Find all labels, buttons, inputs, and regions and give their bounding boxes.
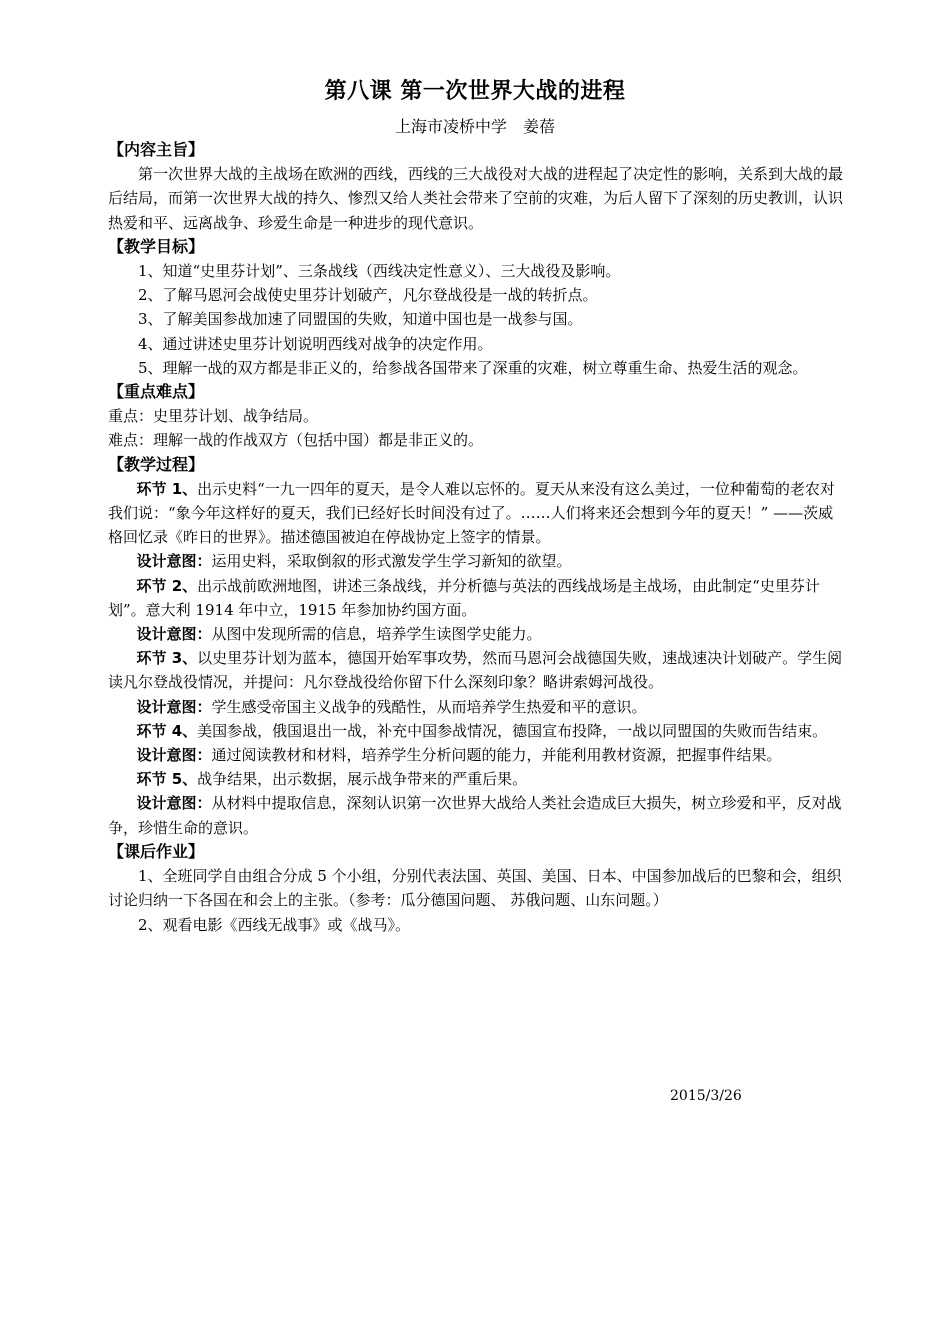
step-text: 出示战前欧洲地图，讲述三条战线，并分析德与英法的西线战场是主战场，由此制定“史里芬计划”。意大利 1914 年中立，1915 年参加协约国方面。: [108, 576, 820, 619]
section-heading-homework: 【课后作业】: [108, 841, 205, 861]
step-text: 以史里芬计划为蓝本，德国开始军事攻势，然而马恩河会战德国失败，速战速决计划破产。学生阅读凡尔登战役情况，并提问：凡尔登战役给你留下什么深刻印象？略讲索姆河战役。: [108, 649, 843, 692]
author-line: 上海市凌桥中学 姜蓓: [394, 117, 555, 136]
design-intent-text: 通过阅读教材和材料，培养学生分析问题的能力，并能利用教材资源，把握事件结果。: [211, 746, 782, 765]
design-intent-text: 从图中发现所需的信息，培养学生读图学史能力。: [211, 625, 542, 644]
step-label: 环节 2、: [136, 576, 198, 595]
step-label: 环节 4、: [136, 721, 198, 740]
goal-item: 5、理解一战的双方都是非正义的，给参战各国带来了深重的灾难，树立尊重生命、热爱生活的观念。: [138, 358, 808, 377]
design-intent-label: 设计意图：: [136, 746, 212, 765]
design-intent-label: 设计意图：: [136, 794, 212, 813]
process-step: [108, 574, 843, 622]
section-heading-content-purpose: 【内容主旨】: [108, 140, 205, 159]
goal-item: 3、了解美国参战加速了同盟国的失败，知道中国也是一战参与国。: [138, 310, 583, 329]
design-intent-text: 运用史料，采取倒叙的形式激发学生学习新知的欲望。: [211, 552, 572, 571]
design-intent-text: 从材料中提取信息，深刻认识第一次世界大战给人类社会造成巨大损失，树立珍爱和平，反对战争，珍惜生命的意识。: [108, 794, 842, 837]
design-intent: [108, 791, 843, 839]
step-text: 出示史料“一九一四年的夏天，是令人难以忘怀的。夏天从来没有这么美过，一位种葡萄的老农对我们说：“象今年这样好的夏天，我们已经好长时间没有过了。……人们将来还会想到今年的夏天！” ——茨威格回忆录《昨日的世界》。描述德国被迫在停战协定上签字的情景。: [108, 479, 835, 547]
design-intent: [108, 549, 843, 573]
page-title: 第八课 第一次世界大战的进程: [324, 79, 626, 104]
step-text: 战争结果，出示数据，展示战争带来的严重后果。: [197, 770, 528, 789]
difficult-point-line: 难点：理解一战的作战双方（包括中国）都是非正义的。: [108, 431, 484, 450]
design-intent-label: 设计意图：: [136, 625, 212, 644]
document-date: 2015/3/26: [670, 1088, 742, 1104]
process-step: [108, 477, 843, 550]
design-intent-label: 设计意图：: [136, 697, 212, 716]
design-intent: [108, 622, 843, 646]
step-label: 环节 3、: [136, 649, 198, 668]
step-label: 环节 1、: [136, 479, 198, 498]
step-text: 美国参战，俄国退出一战，补充中国参战情况，德国宣布投降，一战以同盟国的失败而告结束。: [197, 721, 828, 740]
step-label: 环节 5、: [136, 770, 198, 789]
design-intent: [108, 695, 843, 719]
goal-item: 4、通过讲述史里芬计划说明西线对战争的决定作用。: [138, 334, 493, 353]
homework-item: 2、观看电影《西线无战事》或《战马》。: [138, 915, 411, 934]
goal-item: 2、了解马恩河会战使史里芬计划破产，凡尔登战役是一战的转折点。: [138, 286, 598, 305]
goal-item: 1、知道“史里芬计划”、三条战线（西线决定性意义）、三大战役及影响。: [138, 262, 621, 281]
key-point-line: 重点：史里芬计划、战争结局。: [108, 407, 319, 426]
section-heading-teaching-goals: 【教学目标】: [108, 236, 205, 256]
content-purpose-paragraph: 第一次世界大战的主战场在欧洲的西线，西线的三大战役对大战的进程起了决定性的影响，关系到大战的最后结局，而第一次世界大战的持久、惨烈又给人类社会带来了空前的灾难，为后人留下了深刻的历史教训，认识热爱和平、远离战争、珍爱生命是一种进步的现代意识。: [108, 165, 844, 232]
design-intent-text: 学生感受帝国主义战争的残酷性，从而培养学生热爱和平的意识。: [211, 697, 647, 716]
section-heading-teaching-process: 【教学过程】: [108, 454, 205, 474]
design-intent: [108, 743, 843, 767]
process-step: [108, 646, 843, 694]
homework-item: 1、全班同学自由组合分成 5 个小组，分别代表法国、英国、美国、日本、中国参加战后的巴黎和会，组织讨论归纳一下各国在和会上的主张。（参考：瓜分德国问题、 苏俄问题、山东问题。）: [108, 867, 842, 910]
process-step: [108, 719, 843, 743]
document-body: [108, 138, 843, 937]
design-intent-label: 设计意图：: [136, 552, 212, 571]
process-step: [108, 767, 843, 791]
section-heading-key-points: 【重点难点】: [108, 382, 205, 402]
